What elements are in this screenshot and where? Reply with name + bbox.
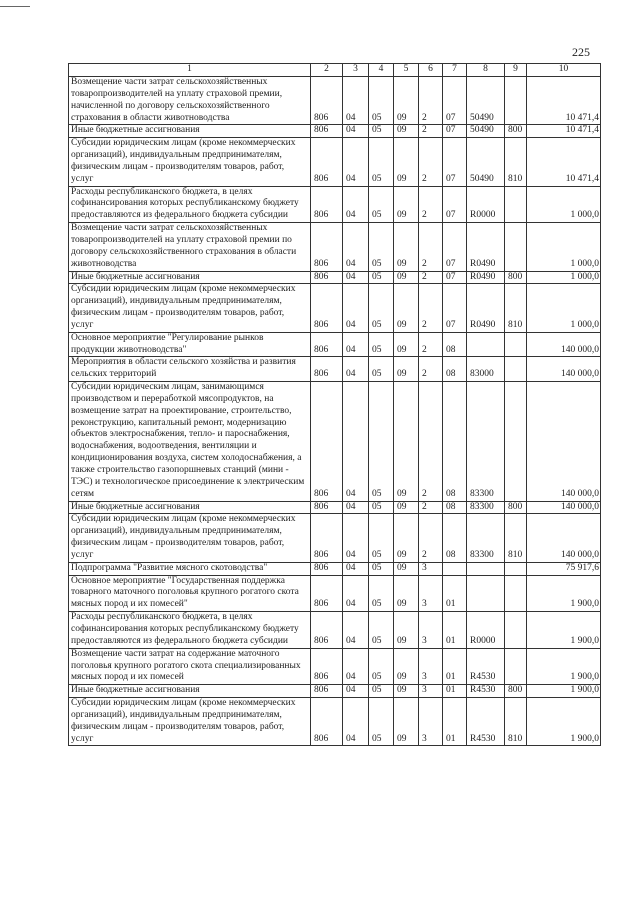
table-row: [69, 698, 601, 746]
event-cell: [443, 562, 467, 575]
row-name-cell: Иные бюджетные ассигнования: [69, 125, 311, 138]
table-row: [69, 575, 601, 612]
column-header: 7: [443, 64, 467, 77]
section-cell: 04: [343, 125, 369, 138]
ministry-code-cell: 806: [311, 562, 343, 575]
direction-cell: 83300: [467, 514, 505, 562]
program-cell: 09: [394, 125, 419, 138]
scan-corner-mark: [0, 6, 30, 7]
table-header-row: [69, 64, 601, 77]
subsection-cell: 05: [369, 575, 394, 612]
direction-cell: 50490: [467, 125, 505, 138]
section-cell: 04: [343, 332, 369, 357]
event-cell: 01: [443, 648, 467, 685]
direction-cell: 50490: [467, 138, 505, 186]
ministry-code-cell: 806: [311, 223, 343, 271]
expense-type-cell: [505, 562, 527, 575]
table-row: [69, 501, 601, 514]
section-cell: 04: [343, 698, 369, 746]
ministry-code-cell: 806: [311, 138, 343, 186]
row-name-cell: Субсидии юридическим лицам (кроме некоммерческих организаций), индивидуальным предпринимателям, физическим лицам - производителям товаров, работ, услуг: [69, 284, 311, 332]
subsection-cell: 05: [369, 514, 394, 562]
column-header: 6: [419, 64, 443, 77]
subprogram-cell: 2: [419, 125, 443, 138]
expense-type-cell: [505, 223, 527, 271]
row-name-cell: Мероприятия в области сельского хозяйства и развития сельских территорий: [69, 357, 311, 382]
table-row: [69, 271, 601, 284]
row-name-cell: Иные бюджетные ассигнования: [69, 271, 311, 284]
expense-type-cell: [505, 382, 527, 501]
ministry-code-cell: 806: [311, 698, 343, 746]
row-name-cell: Субсидии юридическим лицам (кроме некоммерческих организаций), индивидуальным предпринимателям, физическим лицам - производителям товаров, работ, услуг: [69, 514, 311, 562]
row-name-cell: Основное мероприятие "Государственная поддержка товарного маточного поголовья крупного рогатого скота мясных пород и их помесей": [69, 575, 311, 612]
program-cell: 09: [394, 138, 419, 186]
event-cell: 07: [443, 77, 467, 125]
direction-cell: R0000: [467, 612, 505, 649]
event-cell: 07: [443, 125, 467, 138]
row-name-cell: Субсидии юридическим лицам, занимающимся производством и переработкой мясопродуктов, на возмещение затрат на проектирование, строительство, реконструкцию, капитальный ремонт, модернизацию объектов электроснабжения, тепло- и пароснабжения, водоснабжения, водоотведения, вентиляции и кондиционирования воздуха, систем холодоснабжения, а также строительство газопоршневых станций (мини - ТЭС) и технологическое присоединение к электрическим сетям: [69, 382, 311, 501]
section-cell: 04: [343, 284, 369, 332]
program-cell: 09: [394, 575, 419, 612]
direction-cell: 83300: [467, 501, 505, 514]
section-cell: 04: [343, 514, 369, 562]
row-name-cell: Расходы республиканского бюджета, в целях софинансирования которых республиканскому бюджету предоставляются из федерального бюджета субсидии: [69, 612, 311, 649]
expense-type-cell: [505, 77, 527, 125]
subprogram-cell: 3: [419, 648, 443, 685]
table-row: [69, 138, 601, 186]
direction-cell: R0000: [467, 186, 505, 223]
ministry-code-cell: 806: [311, 332, 343, 357]
expense-type-cell: 800: [505, 125, 527, 138]
event-cell: 08: [443, 357, 467, 382]
subsection-cell: 05: [369, 382, 394, 501]
subsection-cell: 05: [369, 125, 394, 138]
event-cell: 01: [443, 575, 467, 612]
column-header: 9: [505, 64, 527, 77]
subprogram-cell: 2: [419, 382, 443, 501]
subprogram-cell: 2: [419, 186, 443, 223]
row-name-cell: Возмещение части затрат сельскохозяйственных товаропроизводителей на уплату страховой премии, начисленной по договору сельскохозяйственного страхования в области животноводства: [69, 77, 311, 125]
amount-cell: 1 900,0: [527, 685, 601, 698]
row-name-cell: Подпрограмма "Развитие мясного скотоводства": [69, 562, 311, 575]
ministry-code-cell: 806: [311, 575, 343, 612]
event-cell: 07: [443, 271, 467, 284]
event-cell: 07: [443, 138, 467, 186]
section-cell: 04: [343, 138, 369, 186]
subprogram-cell: 2: [419, 501, 443, 514]
expense-type-cell: 800: [505, 685, 527, 698]
expense-type-cell: [505, 332, 527, 357]
program-cell: 09: [394, 514, 419, 562]
subsection-cell: 05: [369, 501, 394, 514]
amount-cell: 1 000,0: [527, 186, 601, 223]
event-cell: 01: [443, 612, 467, 649]
ministry-code-cell: 806: [311, 357, 343, 382]
direction-cell: R0490: [467, 284, 505, 332]
subsection-cell: 05: [369, 186, 394, 223]
subprogram-cell: 3: [419, 575, 443, 612]
expense-type-cell: [505, 186, 527, 223]
amount-cell: 10 471,4: [527, 125, 601, 138]
budget-table: [68, 63, 601, 746]
column-header: 5: [394, 64, 419, 77]
expense-type-cell: 810: [505, 698, 527, 746]
amount-cell: 1 900,0: [527, 648, 601, 685]
section-cell: 04: [343, 648, 369, 685]
event-cell: 07: [443, 284, 467, 332]
table-body: [69, 77, 601, 746]
table-row: [69, 357, 601, 382]
program-cell: 09: [394, 648, 419, 685]
direction-cell: 50490: [467, 77, 505, 125]
program-cell: 09: [394, 562, 419, 575]
amount-cell: 1 900,0: [527, 612, 601, 649]
subsection-cell: 05: [369, 698, 394, 746]
program-cell: 09: [394, 501, 419, 514]
expense-type-cell: 800: [505, 271, 527, 284]
subsection-cell: 05: [369, 271, 394, 284]
program-cell: 09: [394, 223, 419, 271]
expense-type-cell: 810: [505, 284, 527, 332]
program-cell: 09: [394, 698, 419, 746]
direction-cell: 83000: [467, 357, 505, 382]
event-cell: 08: [443, 332, 467, 357]
table-row: [69, 612, 601, 649]
subprogram-cell: 3: [419, 698, 443, 746]
subprogram-cell: 2: [419, 77, 443, 125]
ministry-code-cell: 806: [311, 284, 343, 332]
expense-type-cell: [505, 357, 527, 382]
program-cell: 09: [394, 332, 419, 357]
program-cell: 09: [394, 284, 419, 332]
amount-cell: 1 000,0: [527, 271, 601, 284]
amount-cell: 1 900,0: [527, 575, 601, 612]
amount-cell: 140 000,0: [527, 332, 601, 357]
event-cell: 08: [443, 514, 467, 562]
amount-cell: 140 000,0: [527, 382, 601, 501]
column-header: 10: [527, 64, 601, 77]
amount-cell: 1 000,0: [527, 223, 601, 271]
subsection-cell: 05: [369, 357, 394, 382]
expense-type-cell: [505, 648, 527, 685]
ministry-code-cell: 806: [311, 612, 343, 649]
ministry-code-cell: 806: [311, 514, 343, 562]
row-name-cell: Иные бюджетные ассигнования: [69, 501, 311, 514]
section-cell: 04: [343, 186, 369, 223]
table-row: [69, 562, 601, 575]
amount-cell: 140 000,0: [527, 501, 601, 514]
section-cell: 04: [343, 357, 369, 382]
event-cell: 01: [443, 685, 467, 698]
subsection-cell: 05: [369, 562, 394, 575]
section-cell: 04: [343, 223, 369, 271]
table-row: [69, 648, 601, 685]
column-header: 2: [311, 64, 343, 77]
expense-type-cell: 810: [505, 138, 527, 186]
ministry-code-cell: 806: [311, 648, 343, 685]
row-name-cell: Расходы республиканского бюджета, в целях софинансирования которых республиканскому бюджету предоставляются из федерального бюджета субсидии: [69, 186, 311, 223]
table-row: [69, 332, 601, 357]
subsection-cell: 05: [369, 77, 394, 125]
subprogram-cell: 2: [419, 284, 443, 332]
expense-type-cell: 810: [505, 514, 527, 562]
column-header: 1: [69, 64, 311, 77]
expense-type-cell: 800: [505, 501, 527, 514]
subprogram-cell: 2: [419, 357, 443, 382]
row-name-cell: Субсидии юридическим лицам (кроме некоммерческих организаций), индивидуальным предпринимателям, физическим лицам - производителям товаров, работ, услуг: [69, 138, 311, 186]
subsection-cell: 05: [369, 612, 394, 649]
section-cell: 04: [343, 271, 369, 284]
subsection-cell: 05: [369, 648, 394, 685]
program-cell: 09: [394, 612, 419, 649]
direction-cell: R0490: [467, 223, 505, 271]
direction-cell: R4530: [467, 648, 505, 685]
ministry-code-cell: 806: [311, 77, 343, 125]
subprogram-cell: 2: [419, 223, 443, 271]
row-name-cell: Основное мероприятие "Регулирование рынков продукции животноводства": [69, 332, 311, 357]
program-cell: 09: [394, 382, 419, 501]
table-row: [69, 284, 601, 332]
event-cell: 01: [443, 698, 467, 746]
section-cell: 04: [343, 612, 369, 649]
section-cell: 04: [343, 501, 369, 514]
ministry-code-cell: 806: [311, 186, 343, 223]
program-cell: 09: [394, 77, 419, 125]
table-row: [69, 125, 601, 138]
section-cell: 04: [343, 382, 369, 501]
section-cell: 04: [343, 685, 369, 698]
table-row: [69, 223, 601, 271]
expense-type-cell: [505, 612, 527, 649]
subprogram-cell: 3: [419, 562, 443, 575]
table-row: [69, 685, 601, 698]
subprogram-cell: 2: [419, 271, 443, 284]
row-name-cell: Возмещение части затрат сельскохозяйственных товаропроизводителей на уплату страховой премии по договору сельскохозяйственного страхования в области животноводства: [69, 223, 311, 271]
subprogram-cell: 2: [419, 138, 443, 186]
subprogram-cell: 2: [419, 514, 443, 562]
event-cell: 08: [443, 382, 467, 501]
program-cell: 09: [394, 271, 419, 284]
subsection-cell: 05: [369, 223, 394, 271]
direction-cell: R0490: [467, 271, 505, 284]
page-number: 225: [572, 45, 590, 59]
table-row: [69, 382, 601, 501]
event-cell: 08: [443, 501, 467, 514]
column-header: 4: [369, 64, 394, 77]
section-cell: 04: [343, 575, 369, 612]
ministry-code-cell: 806: [311, 125, 343, 138]
column-header: 8: [467, 64, 505, 77]
subsection-cell: 05: [369, 138, 394, 186]
table-row: [69, 514, 601, 562]
direction-cell: 83300: [467, 382, 505, 501]
subsection-cell: 05: [369, 284, 394, 332]
row-name-cell: Иные бюджетные ассигнования: [69, 685, 311, 698]
amount-cell: 10 471,4: [527, 77, 601, 125]
direction-cell: [467, 332, 505, 357]
section-cell: 04: [343, 77, 369, 125]
program-cell: 09: [394, 357, 419, 382]
program-cell: 09: [394, 685, 419, 698]
ministry-code-cell: 806: [311, 501, 343, 514]
expense-type-cell: [505, 575, 527, 612]
amount-cell: 140 000,0: [527, 357, 601, 382]
direction-cell: [467, 562, 505, 575]
subsection-cell: 05: [369, 332, 394, 357]
ministry-code-cell: 806: [311, 685, 343, 698]
subsection-cell: 05: [369, 685, 394, 698]
program-cell: 09: [394, 186, 419, 223]
table-row: [69, 77, 601, 125]
subprogram-cell: 3: [419, 612, 443, 649]
direction-cell: R4530: [467, 698, 505, 746]
ministry-code-cell: 806: [311, 271, 343, 284]
amount-cell: 1 000,0: [527, 284, 601, 332]
subprogram-cell: 2: [419, 332, 443, 357]
row-name-cell: Субсидии юридическим лицам (кроме некоммерческих организаций), индивидуальным предпринимателям, физическим лицам - производителям товаров, работ, услуг: [69, 698, 311, 746]
amount-cell: 1 900,0: [527, 698, 601, 746]
event-cell: 07: [443, 223, 467, 271]
ministry-code-cell: 806: [311, 382, 343, 501]
column-header: 3: [343, 64, 369, 77]
amount-cell: 75 917,6: [527, 562, 601, 575]
amount-cell: 140 000,0: [527, 514, 601, 562]
row-name-cell: Возмещение части затрат на содержание маточного поголовья крупного рогатого скота специализированных мясных пород и их помесей: [69, 648, 311, 685]
event-cell: 07: [443, 186, 467, 223]
direction-cell: [467, 575, 505, 612]
table-row: [69, 186, 601, 223]
amount-cell: 10 471,4: [527, 138, 601, 186]
subprogram-cell: 3: [419, 685, 443, 698]
section-cell: 04: [343, 562, 369, 575]
direction-cell: R4530: [467, 685, 505, 698]
